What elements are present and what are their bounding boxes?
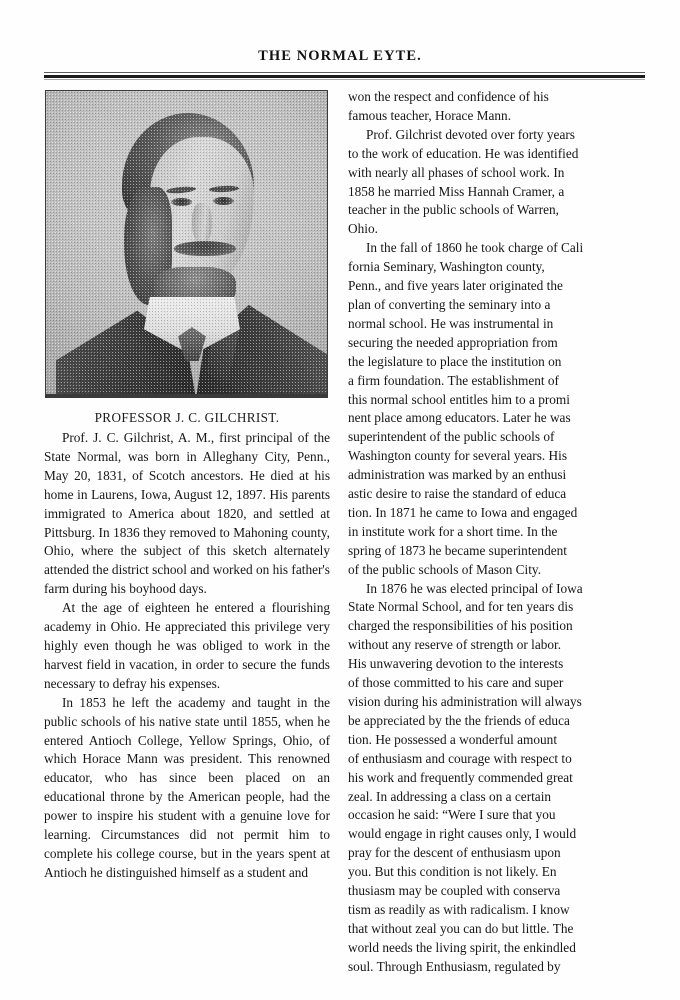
- text-line: plan of converting the seminary into a: [348, 296, 551, 312]
- text-line: thusiasm may be coupled with conserva: [348, 883, 561, 899]
- text-line: you. But this condition is not likely. En: [348, 864, 557, 880]
- text-line: famous teacher, Horace Mann.: [348, 107, 512, 123]
- text-line: tion. He possessed a wonderful amount: [348, 731, 558, 747]
- text-line: with nearly all phases of school work. In: [348, 164, 565, 180]
- text-line: normal school. He was instrumental in: [348, 315, 554, 331]
- portrait-eye-left: [171, 198, 192, 206]
- text-line: tion. In 1871 he came to Iowa and engaged: [348, 504, 578, 520]
- text-line: without any reserve of strength or labor.: [348, 637, 562, 653]
- text-line: in institute work for a short time. In the: [348, 523, 558, 539]
- portrait-photograph: [45, 90, 328, 398]
- rule-hair: [44, 79, 645, 80]
- text-line: a firm foundation. The establishment of: [348, 372, 559, 388]
- text-line: Ohio.: [348, 221, 378, 237]
- right-column: [348, 88, 645, 977]
- text-line: astic desire to raise the standard of educa: [348, 486, 567, 502]
- text-line: won the respect and confidence of his: [348, 89, 549, 104]
- text-line: administration was marked by an enthusi: [348, 467, 567, 483]
- text-line: superintendent of the public schools of: [348, 429, 555, 445]
- text-line: In the fall of 1860 he took charge of Cali: [365, 240, 584, 256]
- text-line: tism as readily as with radicalism. I know: [348, 901, 570, 917]
- masthead: [0, 48, 680, 65]
- paragraph: Prof. J. C. Gilchrist, A. M., first principal of the State Normal, was born in Alleghany City, Penn., May 20, 1831, of Scotch ancestors. He died at his home in Laurens, Iowa, August 12, 1897. His parents immigrated to America about 1820, and settled at Pittsburg. In 1836 they removed to Mahoning county, Ohio, where the subject of this sketch alternately attended the district school and worked on his father's farm during his boyhood days.: [44, 430, 330, 597]
- left-column-text: [44, 429, 330, 883]
- text-line: spring of 1873 he became superintendent: [348, 542, 567, 558]
- publication-title: THE NORMAL EYTE.: [258, 48, 422, 64]
- text-line: teacher in the public schools of Warren,: [348, 202, 559, 218]
- rule-thick: [44, 75, 645, 78]
- rule-thin: [44, 72, 645, 73]
- text-line: Washington county for several years. His: [348, 448, 568, 464]
- text-line: be appreciated by the the friends of educa: [348, 712, 570, 728]
- left-column: [44, 88, 330, 883]
- text-line: His unwavering devotion to the interests: [348, 656, 564, 672]
- text-line: In 1876 he was elected principal of Iowa: [365, 580, 583, 596]
- text-line: would engage in right causes only, I would: [348, 826, 577, 842]
- text-line: securing the needed appropriation from: [348, 334, 558, 350]
- text-line: pray for the descent of enthusiasm upon: [348, 845, 561, 861]
- text-line: 1858 he married Miss Hannah Cramer, a: [348, 183, 565, 199]
- text-line: charged the responsibilities of his position: [348, 618, 573, 634]
- text-line: nent place among educators. Later he was: [348, 410, 571, 426]
- text-line: to the work of education. He was identified: [348, 145, 579, 161]
- text-line: of those committed to his care and super: [348, 675, 564, 691]
- portrait-caption: PROFESSOR J. C. GILCHRIST.: [94, 410, 280, 425]
- text-line: of the public schools of Mason City.: [348, 561, 542, 577]
- masthead-rules: [44, 72, 645, 79]
- text-line: zeal. In addressing a class on a certain: [348, 788, 552, 804]
- text-line: soul. Through Enthusiasm, regulated by: [348, 958, 561, 974]
- text-line: Prof. Gilchrist devoted over forty years: [365, 126, 575, 142]
- portrait-mustache: [174, 241, 236, 256]
- text-line: of enthusiasm and courage with respect to: [348, 750, 572, 766]
- text-line: his work and frequently commended great: [348, 769, 573, 785]
- text-line: occasion he said: “Were I sure that you: [348, 807, 556, 823]
- text-line: that without zeal you can do but little. The: [348, 920, 574, 936]
- text-line: Penn., and five years later originated the: [348, 278, 563, 294]
- paragraph: In 1853 he left the academy and taught in the public schools of his native state until 1855, when he entered Antioch College, Yellow Springs, Ohio, of which Horace Mann was president. This renowned educator, who has since been placed on an educational throne by the American people, had the power to inspire his student with a genuine love for learning. Circumstances did not permit him to complete his college course, but in the years spent at Antioch he distinguished himself as a student and: [44, 694, 330, 880]
- text-line: this normal school entitles him to a promi: [348, 391, 570, 407]
- portrait-eye-right: [213, 197, 234, 205]
- text-line: fornia Seminary, Washington county,: [348, 259, 545, 275]
- text-line: world needs the living spirit, the enkindled: [348, 939, 576, 955]
- right-column-text: [348, 88, 645, 977]
- portrait-nose: [192, 203, 212, 245]
- paragraph: At the age of eighteen he entered a flourishing academy in Ohio. He appreciated this privilege very highly even though he was obliged to work in the harvest field in vacation, in order to secure the funds necessary to defray his expenses.: [44, 600, 330, 691]
- paragraph: [348, 88, 645, 977]
- text-line: vision during his administration will always: [348, 694, 582, 709]
- text-line: the legislature to place the institution on: [348, 353, 562, 369]
- text-line: State Normal School, and for ten years dis: [348, 599, 574, 615]
